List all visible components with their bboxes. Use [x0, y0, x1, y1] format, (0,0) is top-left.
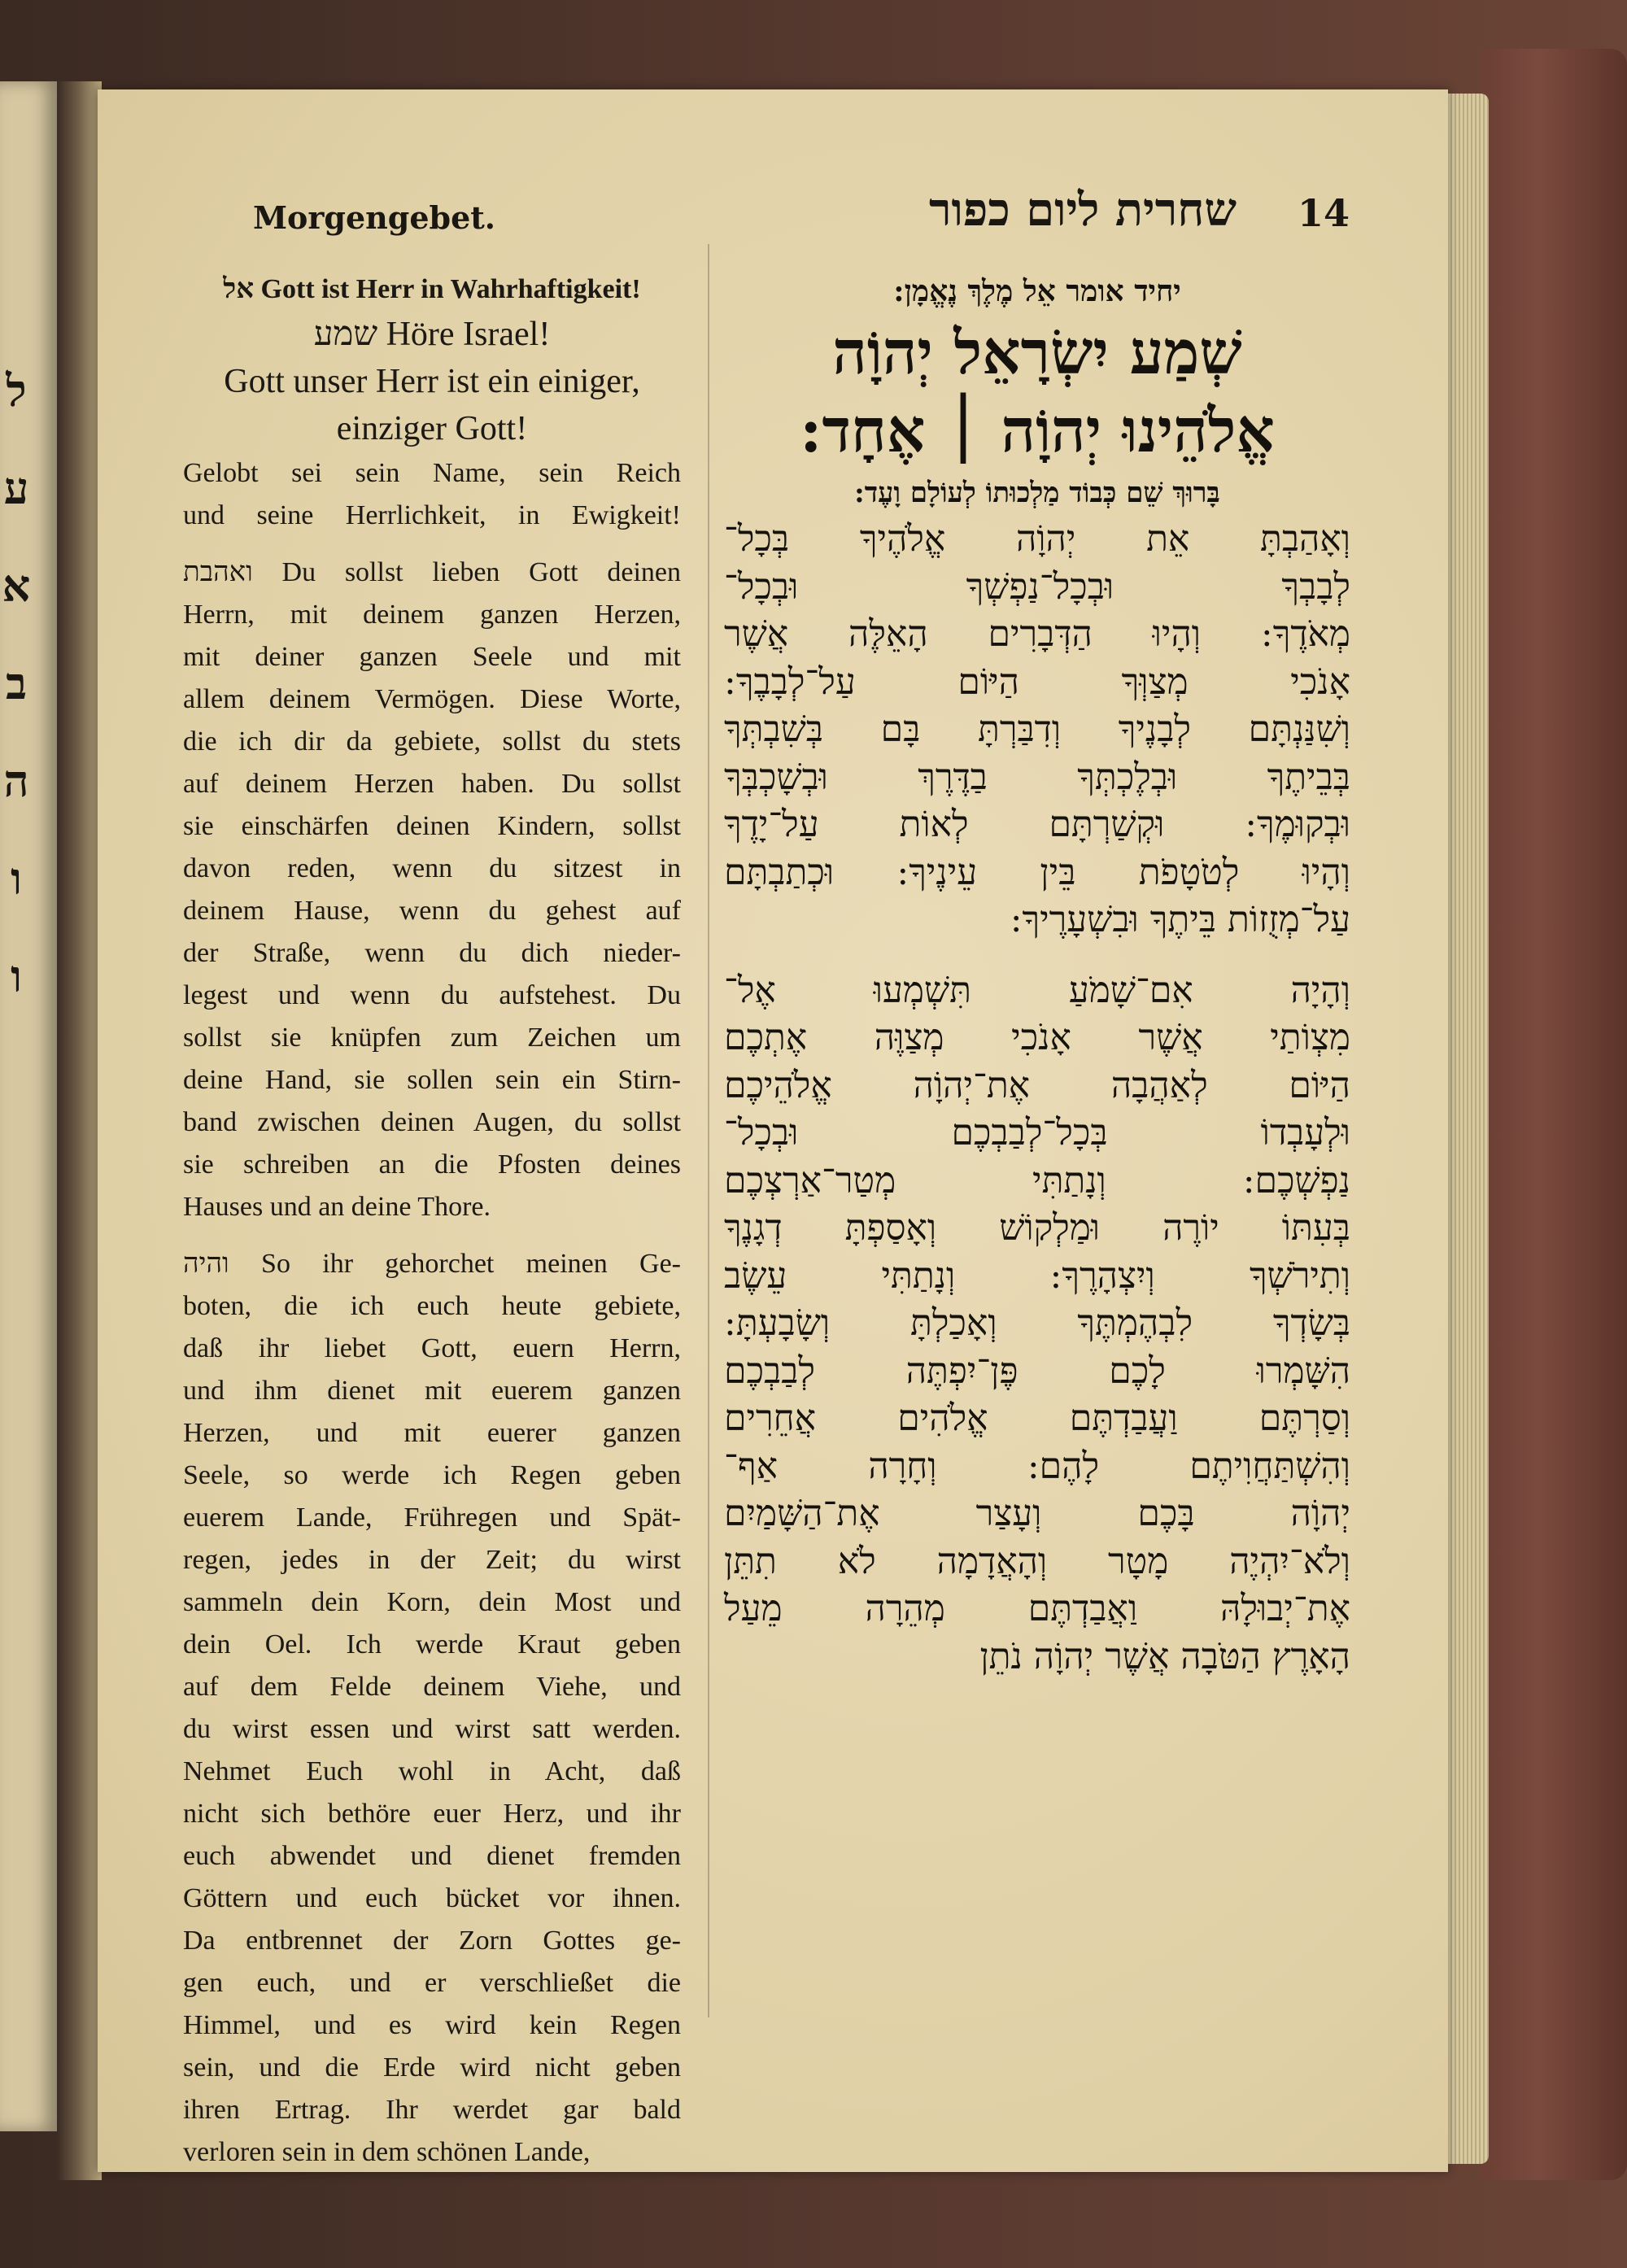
- german-line: daß ihr liebet Gott, euern Herrn,: [183, 1333, 681, 1363]
- german-line: verloren sein in dem schönen Lande,: [183, 2137, 591, 2167]
- german-line: euerem Lande, Frühregen und Spät-: [183, 1503, 681, 1533]
- hebrew-line: עַל־מְזֻזוֹת בֵּיתֶךָ וּבִשְׁעָרֶיךָ:: [1010, 899, 1350, 940]
- hebrew-line: וּלְעָבְדוֹ בְּכָל־לְבַבְכֶם וּבְכָל־: [724, 1112, 1350, 1154]
- book-gutter: [57, 81, 102, 2180]
- hebrew-line: וְשִׁנַּנְתָּם לְבָנֶיךָ וְדִבַּרְתָּ בָּם בְּשִׁבְתְּךָ: [724, 709, 1350, 750]
- german-line: davon reden, wenn du sitzest in: [183, 853, 681, 883]
- hebrew-line: מְאֹדֶךָ: וְהָיוּ הַדְּבָרִים הָאֵלֶּה אֲשֶׁר: [724, 613, 1350, 655]
- hebrew-line: יְהוָֹה בָּכֶם וְעָצַר אֶת־הַשָּׁמַיִם: [724, 1493, 1350, 1534]
- header-hebrew: שחרית ליום כפור: [929, 183, 1237, 237]
- german-line: sein, und die Erde wird nicht geben: [183, 2052, 681, 2083]
- hebrew-line: וְלֹא־יִהְיֶה מָטָר וְהָאֲדָמָה לֹא תִתֵּן: [724, 1540, 1350, 1582]
- german-line: euch abwendet und dienet fremden: [183, 1841, 681, 1871]
- german-line: auf dem Felde deinem Viehe, und: [183, 1672, 681, 1702]
- hebrew-paragraph-1: [724, 516, 1350, 944]
- hebrew-paragraph-2: [724, 967, 1350, 1681]
- page-number: 14: [1298, 191, 1350, 235]
- german-paragraph-1: [183, 552, 681, 1228]
- shema-line-2: אֱלֹהֵינוּ יְהוָֹה ׀ אֶחָד:: [800, 396, 1275, 466]
- german-line: ואהבת Du sollst lieben Gott deinen: [183, 557, 681, 587]
- german-paragraph-2: [183, 1243, 681, 2174]
- german-line: Himmel, und es wird kein Regen: [183, 2010, 681, 2040]
- german-line: regen, jedes in der Zeit; du wirst: [183, 1545, 681, 1575]
- german-line: und seine Herrlichkeit, in Ewigkeit!: [183, 500, 681, 530]
- hebrew-line: מִצְוֹתַי אֲשֶׁר אָנֹכִי מְצַוֶּה אֶתְכֶם: [724, 1017, 1350, 1058]
- hebrew-line: הִשָּׁמְרוּ לָכֶם פֶּן־יִפְתֶּה לְבַבְכֶם: [724, 1350, 1350, 1392]
- german-line: einziger Gott!: [336, 410, 528, 447]
- german-line: gen euch, und er verschließet die: [183, 1968, 681, 1998]
- paragraph-gap: [724, 944, 1350, 967]
- german-line: שמע Höre Israel!: [313, 316, 551, 353]
- previous-page-glyph: ו: [11, 853, 22, 905]
- previous-page-glyph: ל: [6, 364, 27, 417]
- german-line: אל Gott ist Herr in Wahrhaftigkeit!: [223, 274, 641, 304]
- hebrew-line: וְאָהַבְתָּ אֵת יְהוָֹה אֱלֹהֶיךָ בְּכָל־: [724, 518, 1350, 560]
- hebrew-line: לְבָבְךָ וּבְכָל־נַפְשְׁךָ וּבְכָל־: [724, 565, 1350, 608]
- german-line: deine Hand, sie sollen sein ein Stirn-: [183, 1065, 681, 1095]
- german-line: deinem Hause, wenn du gehest auf: [183, 896, 681, 926]
- book-cover-edge: [1481, 49, 1627, 2180]
- german-line: Herzen, und mit euerer ganzen: [183, 1418, 681, 1448]
- german-line: Da entbrennet der Zorn Gottes ge-: [183, 1926, 681, 1956]
- hebrew-line: אָנֹכִי מְצַוְּךָ הַיּוֹם עַל־לְבָבֶךָ:: [724, 661, 1350, 703]
- previous-page-glyphs: [0, 342, 33, 1025]
- previous-page-glyph: ע: [3, 462, 29, 514]
- baruch-line: בָּרוּךְ שֵׁם כְּבוֹד מַלְכוּתוֹ לְעוֹלָם וָעֶד:: [854, 477, 1220, 509]
- hebrew-line: וְהָיוּ לְטֹטָפֹת בֵּין עֵינֶיךָ: וּכְתַבְתָּם: [724, 851, 1350, 893]
- hebrew-column: [724, 268, 1350, 1681]
- shema-line-1: שְׁמַע יִשְׂרָאֵל יְהוָֹה: [832, 318, 1242, 388]
- german-line: der Straße, wenn du dich nieder-: [183, 938, 681, 968]
- hebrew-line: וּבְקוּמֶךָ: וּקְשַׁרְתָּם לְאוֹת עַל־יָדֶךָ: [724, 804, 1350, 845]
- hebrew-line: נַפְשְׁכֶם: וְנָתַתִּי מְטַר־אַרְצְכֶם: [724, 1159, 1350, 1202]
- german-line: boten, die ich euch heute gebiete,: [183, 1291, 681, 1321]
- german-line: sie einschärfen deinen Kindern, sollst: [183, 811, 681, 841]
- hebrew-line: הָאָרֶץ הַטֹּבָה אֲשֶׁר יְהוָֹה נֹתֵן: [979, 1635, 1350, 1677]
- column-divider: [708, 244, 709, 2017]
- german-line: auf deinem Herzen haben. Du sollst: [183, 769, 681, 799]
- german-line: die ich dir da gebiete, sollst du stets: [183, 726, 681, 757]
- german-line: Gott unser Herr ist ein einiger,: [224, 363, 640, 400]
- hebrew-line: וְתִירֹשְׁךָ וְיִצְהָרֶךָ: וְנָתַתִּי עֵשֶׂב: [724, 1254, 1350, 1297]
- german-line: legest und wenn du aufstehest. Du: [183, 980, 681, 1010]
- german-line: allem deinem Vermögen. Diese Worte,: [183, 684, 681, 714]
- hebrew-line: בְּבֵיתֶךָ וּבְלֶכְתְּךָ בַדֶּרֶךְ וּבְשָׁכְבְּךָ: [724, 756, 1350, 798]
- hebrew-line: בְּעִתּוֹ יוֹרֶה וּמַלְקוֹשׁ וְאָסַפְתָּ דְגָנֶךָ: [724, 1207, 1350, 1249]
- german-line: Seele, so werde ich Regen geben: [183, 1460, 681, 1490]
- german-column: [183, 268, 681, 2174]
- german-line: du wirst essen und wirst satt werden.: [183, 1714, 681, 1744]
- hebrew-line: הַיּוֹם לְאַהֲבָה אֶת־יְהוָֹה אֱלֹהֵיכֶם: [724, 1064, 1350, 1106]
- header-german: Morgengebet.: [252, 199, 496, 236]
- german-line: sammeln dein Korn, dein Most und: [183, 1587, 681, 1617]
- previous-page-glyph: ב: [5, 657, 28, 709]
- hebrew-line: אֶת־יְבוּלָהּ וַאֲבַדְתֶּם מְהֵרָה מֵעַל: [724, 1588, 1350, 1629]
- hebrew-line: וְסַרְתֶּם וַעֲבַדְתֶּם אֱלֹהִים אֲחֵרִים: [724, 1398, 1350, 1439]
- previous-page-glyph: א: [2, 560, 31, 612]
- german-intro: [183, 268, 681, 537]
- previous-page-edge: [0, 81, 57, 2131]
- hebrew-line: בְּשָׂדְךָ לִבְהֶמְתֶּךָ וְאָכַלְתָּ וְשָׂבָעְתָּ:: [724, 1302, 1350, 1344]
- german-line: nicht sich bethöre euer Herz, und ihr: [183, 1799, 681, 1829]
- german-line: Hauses und an deine Thore.: [183, 1192, 491, 1222]
- german-line: sollst sie knüpfen zum Zeichen um: [183, 1023, 681, 1053]
- german-line: Nehmet Euch wohl in Acht, daß: [183, 1756, 681, 1786]
- german-line: Gelobt sei sein Name, sein Reich: [183, 458, 681, 488]
- german-line: dein Oel. Ich werde Kraut geben: [183, 1629, 681, 1660]
- german-line: והיה So ihr gehorchet meinen Ge-: [183, 1249, 681, 1279]
- german-line: band zwischen deinen Augen, du sollst: [183, 1107, 681, 1137]
- hebrew-intro: יחיד אומר אֵל מֶלֶךְ נֶאֱמָן:: [893, 274, 1181, 308]
- german-line: sie schreiben an die Pfosten deines: [183, 1149, 681, 1180]
- german-line: und ihm dienet mit euerem ganzen: [183, 1376, 681, 1406]
- previous-page-glyph: ה: [3, 755, 29, 807]
- german-line: Herrn, mit deinem ganzen Herzen,: [183, 600, 681, 630]
- hebrew-line: וְהָיָה אִם־שָׁמֹעַ תִּשְׁמְעוּ אֶל־: [724, 969, 1350, 1011]
- previous-page-glyph: ו: [11, 950, 22, 1002]
- german-line: ihren Ertrag. Ihr werdet gar bald: [183, 2095, 681, 2125]
- hebrew-line: וְהִשְׁתַּחֲוִיתֶם לָהֶם: וְחָרָה אַף־: [724, 1445, 1350, 1487]
- german-line: mit deiner ganzen Seele und mit: [183, 642, 681, 672]
- german-line: Göttern und euch bücket vor ihnen.: [183, 1883, 681, 1913]
